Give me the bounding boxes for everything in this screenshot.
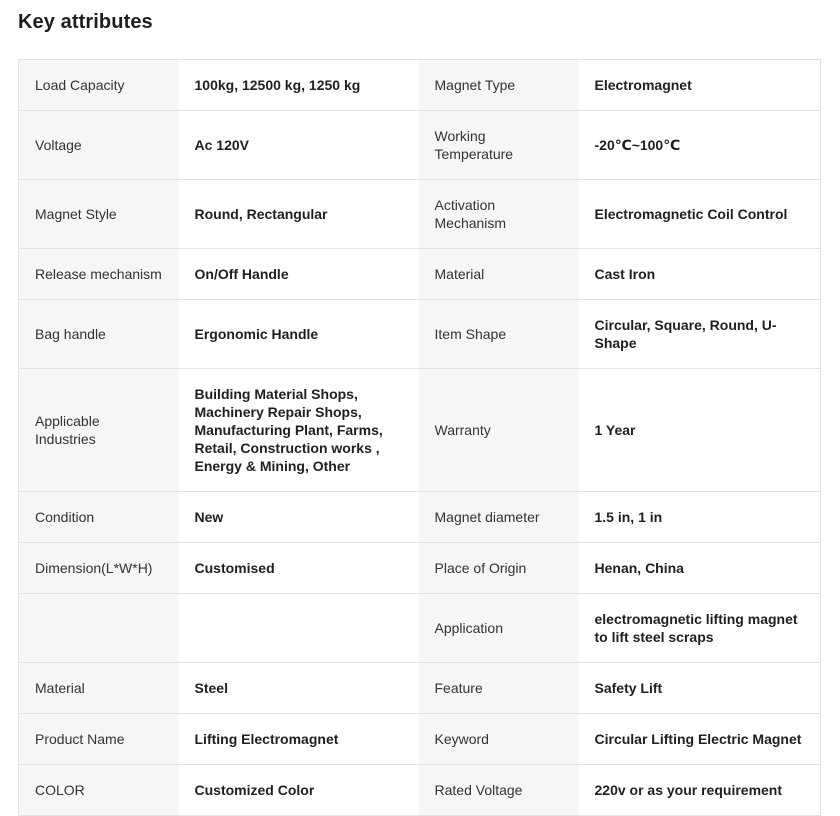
attribute-name: Dimension(L*W*H) [19, 543, 179, 594]
table-row [19, 249, 821, 300]
attribute-value: New [179, 492, 419, 543]
table-row [19, 765, 821, 816]
attribute-name: Rated Voltage [419, 765, 579, 816]
attribute-name: Voltage [19, 111, 179, 180]
table-row [19, 60, 821, 111]
attribute-name: Application [419, 594, 579, 663]
attribute-value: Customized Color [179, 765, 419, 816]
attribute-value: 220v or as your requirement [579, 765, 821, 816]
attribute-value: Building Material Shops, Machinery Repair Shops, Manufacturing Plant, Farms, Retail, Construction works , Energy & Mining, Other [179, 369, 419, 492]
attribute-value [179, 594, 419, 663]
attribute-name: Working Temperature [419, 111, 579, 180]
attribute-name: Material [419, 249, 579, 300]
attribute-value: Circular Lifting Electric Magnet [579, 714, 821, 765]
table-row [19, 300, 821, 369]
attribute-value: Safety Lift [579, 663, 821, 714]
attribute-name: Activation Mechanism [419, 180, 579, 249]
attribute-name: Material [19, 663, 179, 714]
attribute-name: Release mechanism [19, 249, 179, 300]
attribute-name [19, 594, 179, 663]
attribute-value: Circular, Square, Round, U-Shape [579, 300, 821, 369]
table-row [19, 543, 821, 594]
attribute-name: Place of Origin [419, 543, 579, 594]
table-row [19, 663, 821, 714]
attribute-value: Steel [179, 663, 419, 714]
table-row [19, 492, 821, 543]
attribute-value: Henan, China [579, 543, 821, 594]
attribute-name: Product Name [19, 714, 179, 765]
table-row [19, 714, 821, 765]
attribute-name: Warranty [419, 369, 579, 492]
attribute-name: Load Capacity [19, 60, 179, 111]
attribute-value: 1.5 in, 1 in [579, 492, 821, 543]
attribute-value: Customised [179, 543, 419, 594]
table-row [19, 594, 821, 663]
attribute-value: 100kg, 12500 kg, 1250 kg [179, 60, 419, 111]
key-attributes-title: Key attributes [18, 11, 153, 33]
attribute-name: Magnet Style [19, 180, 179, 249]
attribute-name: Magnet Type [419, 60, 579, 111]
attribute-value: Lifting Electromagnet [179, 714, 419, 765]
key-attributes-table [18, 59, 821, 816]
table-row [19, 180, 821, 249]
attribute-name: Feature [419, 663, 579, 714]
attribute-name: Applicable Industries [19, 369, 179, 492]
attribute-value: Ergonomic Handle [179, 300, 419, 369]
attribute-name: Item Shape [419, 300, 579, 369]
attribute-value: electromagnetic lifting magnet to lift steel scraps [579, 594, 821, 663]
attribute-name: COLOR [19, 765, 179, 816]
attribute-name: Magnet diameter [419, 492, 579, 543]
attribute-name: Keyword [419, 714, 579, 765]
attribute-value: Cast Iron [579, 249, 821, 300]
attribute-name: Condition [19, 492, 179, 543]
attribute-value: 1 Year [579, 369, 821, 492]
attribute-name: Bag handle [19, 300, 179, 369]
attribute-value: Ac 120V [179, 111, 419, 180]
attribute-value: -20℃~100℃ [579, 111, 821, 180]
table-row [19, 111, 821, 180]
attribute-value: Electromagnetic Coil Control [579, 180, 821, 249]
attribute-value: On/Off Handle [179, 249, 419, 300]
attribute-value: Round, Rectangular [179, 180, 419, 249]
table-row [19, 369, 821, 492]
attribute-value: Electromagnet [579, 60, 821, 111]
